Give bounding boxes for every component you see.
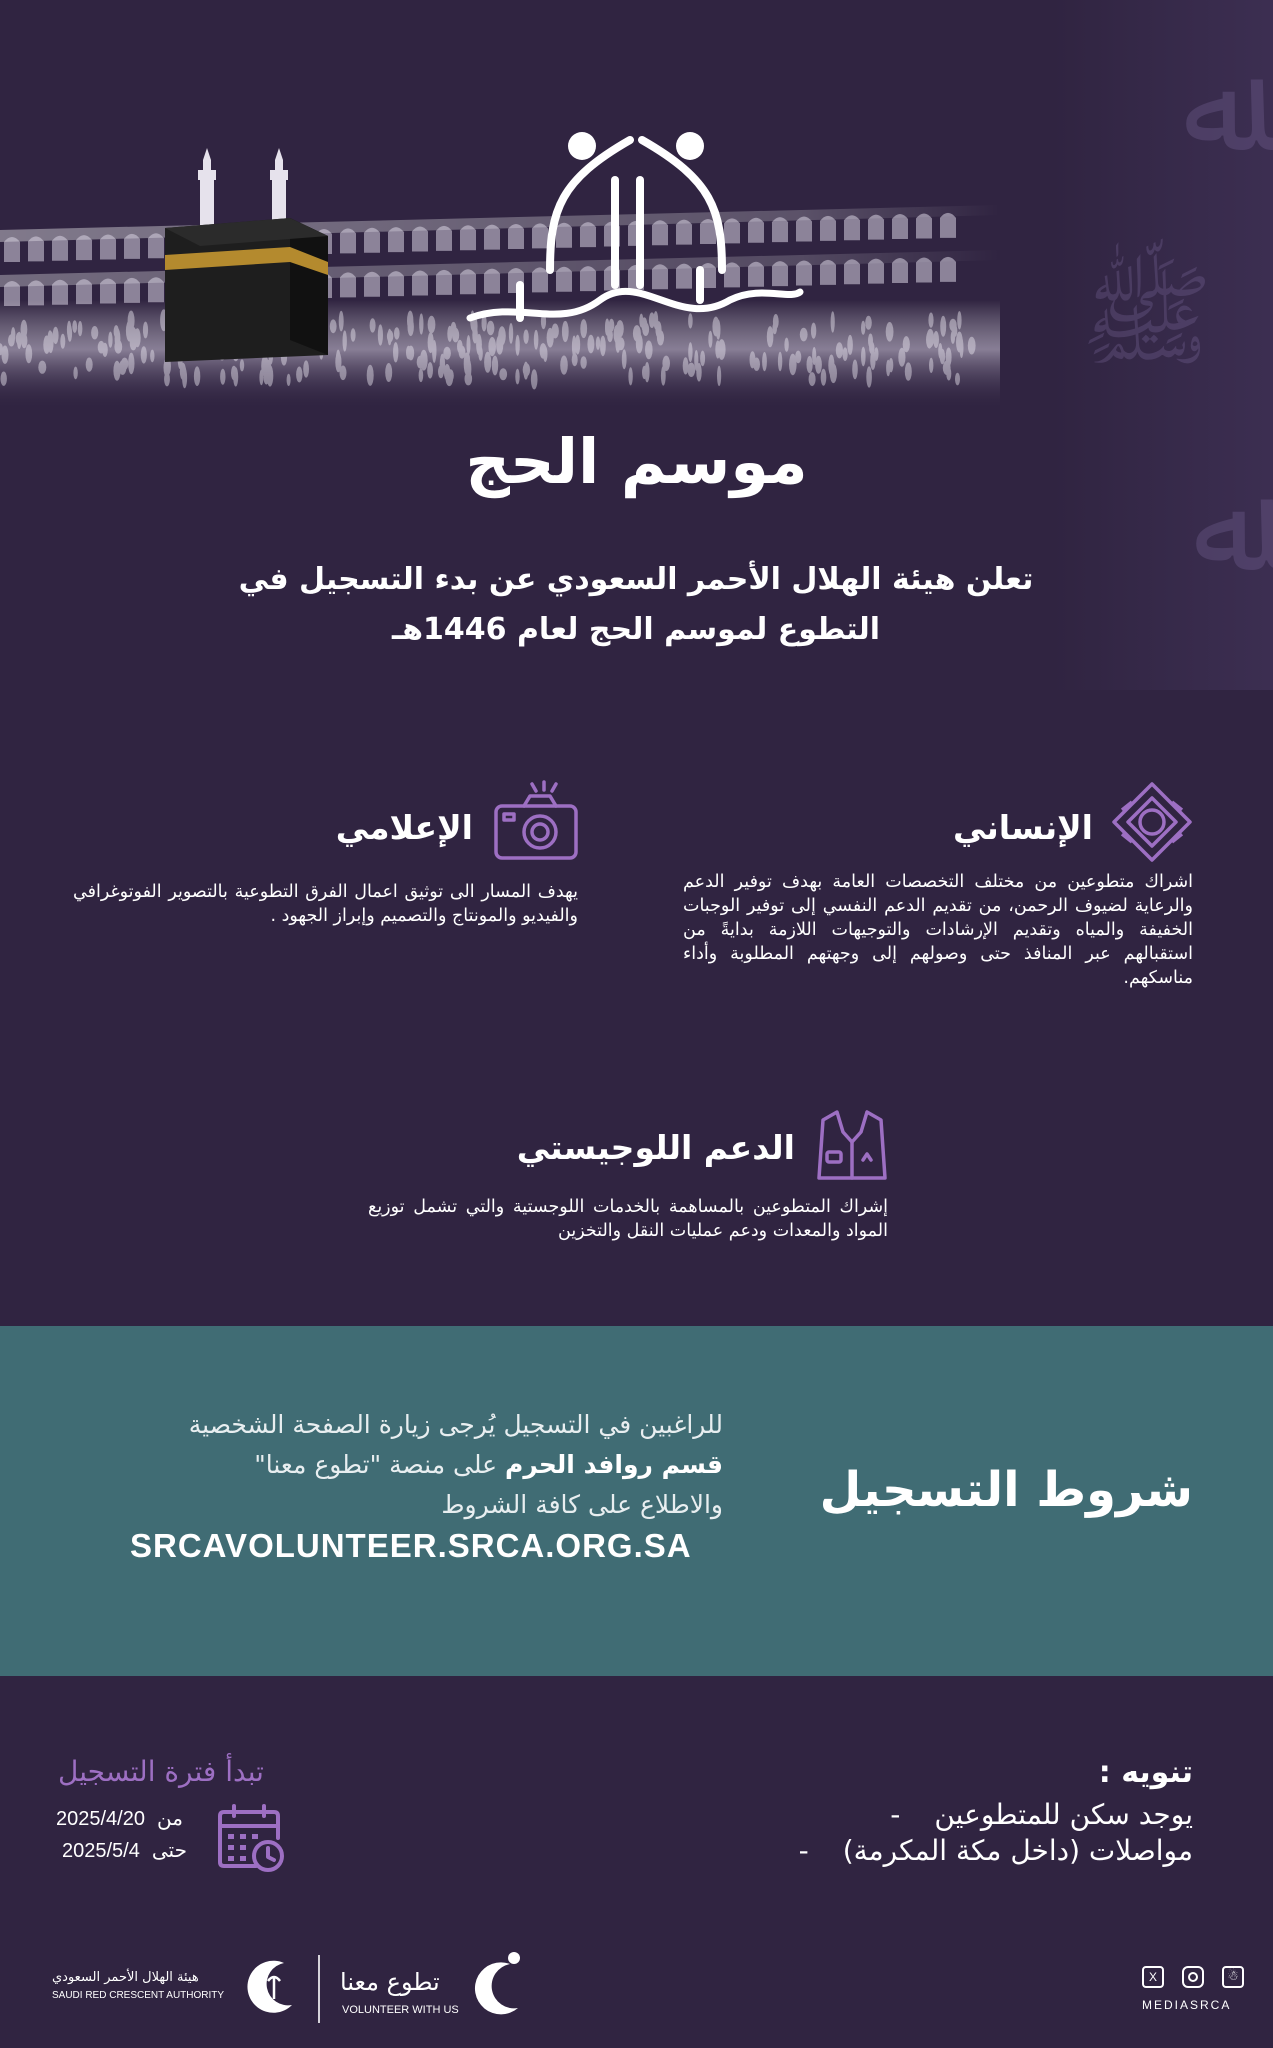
pilgrim-figure (750, 351, 756, 368)
pilgrim-figure (596, 336, 600, 349)
arch (892, 258, 908, 283)
pilgrim-figure (91, 326, 98, 339)
arch (868, 215, 884, 240)
announcement-line-2: التطوع لموسم الحج لعام 1446هـ (391, 612, 881, 647)
list-dash: - (890, 1798, 901, 1831)
pilgrim-figure (21, 333, 27, 348)
decorative-calligraphy-pattern: ﷲ ﷺ ﷲ (1053, 0, 1273, 690)
snapchat-icon[interactable]: ☃ (1222, 1966, 1244, 1988)
pilgrim-figure (287, 374, 291, 386)
pilgrim-figure (767, 326, 774, 347)
arch (916, 213, 932, 238)
pilgrim-figure (968, 337, 976, 355)
arch (892, 214, 908, 239)
calendar-clock-icon (216, 1802, 286, 1872)
volunteer-name-ar: تطوع معنا (340, 1968, 440, 1996)
pilgrim-figure (370, 318, 376, 332)
pilgrim-figure (821, 369, 827, 386)
pilgrim-figure (447, 369, 454, 382)
arch (100, 235, 116, 260)
pilgrim-figure (419, 313, 423, 334)
arch (820, 260, 836, 285)
track-title: الإعلامي (335, 808, 473, 847)
pilgrim-figure (180, 363, 186, 380)
period-title: تبدأ فترة التسجيل (58, 1755, 264, 1788)
pilgrim-figure (25, 344, 32, 363)
pilgrim-figure (946, 367, 951, 381)
arch (652, 264, 668, 289)
pilgrim-figure (113, 361, 120, 381)
arch (868, 259, 884, 284)
pilgrim-figure (452, 328, 459, 343)
arch (748, 218, 764, 243)
pilgrim-figure (417, 356, 424, 369)
pilgrim-figure (572, 353, 578, 366)
arch (796, 217, 812, 242)
pilgrim-figure (933, 331, 939, 348)
pilgrim-figure (628, 367, 632, 385)
arch (4, 237, 20, 262)
pilgrim-figure (143, 322, 148, 339)
pilgrim-figure (499, 368, 507, 380)
pilgrim-figure (534, 330, 539, 350)
pilgrim-figure (687, 363, 695, 377)
notice-item (890, 1798, 1193, 1831)
pilgrim-figure (700, 351, 705, 367)
pilgrim-figure (467, 335, 471, 355)
vest-icon (815, 1108, 889, 1182)
kaaba (165, 218, 328, 362)
pilgrim-figure (688, 313, 693, 328)
pilgrim-figure (580, 319, 587, 338)
arch (124, 234, 140, 259)
arch (652, 220, 668, 245)
hero-kaaba-illustration (0, 0, 1273, 430)
arch (580, 222, 596, 247)
arch (412, 226, 428, 251)
pilgrim-figure (378, 324, 383, 345)
pilgrim-figure (438, 365, 444, 378)
pilgrim-figure (407, 311, 413, 331)
notice-item-text: مواصلات (داخل مكة المكرمة) (842, 1834, 1193, 1867)
registration-line-3: والاطلاع على كافة الشروط (441, 1490, 723, 1519)
pilgrim-figure (387, 330, 393, 342)
pilgrim-figure (926, 331, 933, 349)
pilgrim-figure (778, 352, 782, 371)
pilgrim-figure (955, 373, 960, 386)
registration-line-2 (123, 1445, 723, 1485)
pilgrim-figure (622, 349, 627, 369)
arch (412, 270, 428, 295)
arch (820, 216, 836, 241)
pilgrim-figure (789, 354, 797, 376)
pilgrim-figure (940, 349, 945, 364)
announcement-text (236, 555, 1036, 655)
pilgrim-figure (831, 311, 835, 332)
pilgrim-figure (861, 347, 866, 367)
pilgrim-figure (126, 320, 133, 341)
pilgrim-figure (367, 365, 374, 386)
social-handle: MEDIASRCA (1142, 1998, 1232, 2012)
x-icon[interactable]: X (1142, 1966, 1164, 1988)
pilgrim-figure (72, 320, 77, 333)
pilgrim-figure (240, 359, 244, 371)
notice-item-text: يوجد سكن للمتطوعين (934, 1798, 1193, 1831)
pilgrim-figure (60, 334, 65, 349)
pilgrim-figure (343, 330, 347, 351)
pilgrim-figure (905, 362, 912, 380)
pilgrim-figure (487, 321, 495, 335)
arch (532, 223, 548, 248)
instagram-icon[interactable] (1182, 1966, 1204, 1988)
pilgrim-figure (951, 330, 955, 344)
arch (700, 219, 716, 244)
pilgrim-figure (47, 330, 52, 352)
arch (436, 226, 452, 251)
pilgrim-figure (809, 372, 816, 386)
arch (940, 257, 956, 282)
arch (364, 228, 380, 253)
pilgrim-figure (128, 353, 134, 375)
pilgrim-figure (428, 316, 436, 334)
pilgrim-figure (903, 336, 910, 352)
arch (340, 228, 356, 253)
track-title: الدعم اللوجيستي (516, 1128, 795, 1167)
pilgrim-figure (488, 337, 496, 356)
pilgrim-figure (394, 327, 400, 339)
pilgrim-figure (296, 367, 302, 383)
pilgrim-figure (847, 335, 853, 355)
pilgrim-figure (447, 326, 452, 342)
pilgrim-figure (150, 350, 154, 363)
arch (148, 277, 164, 302)
pilgrim-figure (531, 369, 538, 389)
pilgrim-figure (784, 338, 788, 352)
arch (940, 213, 956, 238)
period-to (62, 1838, 187, 1863)
arch (340, 272, 356, 297)
pilgrim-figure (642, 366, 647, 379)
pilgrim-figure (836, 342, 843, 358)
arch (508, 224, 524, 249)
pilgrim-figure (476, 334, 482, 355)
pilgrim-figure (515, 369, 519, 385)
camera-icon (492, 780, 580, 862)
footer-divider (318, 1955, 320, 2023)
arch (724, 218, 740, 243)
pilgrim-figure (811, 323, 816, 339)
pilgrim-figure (443, 347, 451, 360)
pilgrim-figure (552, 324, 559, 339)
arch (460, 269, 476, 294)
pilgrim-figure (562, 321, 569, 342)
care-hands-icon (1110, 780, 1194, 864)
pilgrim-figure (657, 330, 664, 345)
pilgrim-figure (712, 317, 719, 337)
pilgrim-figure (264, 360, 271, 378)
pilgrim-figure (86, 358, 93, 372)
pilgrim-figure (233, 367, 238, 386)
arch (460, 225, 476, 250)
pilgrim-figure (406, 346, 411, 359)
pilgrim-figure (889, 358, 894, 372)
arch (676, 264, 692, 289)
list-dash: - (798, 1834, 809, 1867)
pilgrim-figure (662, 356, 670, 371)
pilgrim-figure (683, 357, 689, 374)
pilgrim-figure (340, 366, 347, 381)
pilgrim-figure (866, 366, 872, 387)
pilgrim-figure (957, 311, 961, 329)
pilgrim-figure (540, 343, 547, 359)
pilgrim-figure (773, 314, 779, 329)
pilgrim-figure (509, 323, 513, 344)
pilgrim-figure (2, 346, 9, 364)
registration-url-link[interactable]: SRCAVOLUNTEER.SRCA.ORG.SA (130, 1527, 692, 1564)
registration-text (123, 1405, 723, 1525)
arch (556, 267, 572, 292)
arch (148, 233, 164, 258)
arch (772, 261, 788, 286)
pilgrim-figure (220, 369, 225, 385)
announcement-line-1: تعلن هيئة الهلال الأحمر السعودي عن بدء التسجيل في (238, 562, 1034, 597)
period-from (56, 1806, 183, 1831)
page-title: موسم الحج (465, 425, 808, 498)
arch (100, 279, 116, 304)
arch (844, 259, 860, 284)
arch (28, 236, 44, 261)
pilgrim-figure (465, 359, 471, 380)
arch (52, 236, 68, 261)
track-title: الإنساني (952, 808, 1093, 847)
pilgrim-figure (330, 319, 337, 333)
pilgrim-figure (492, 356, 498, 376)
arch (796, 261, 812, 286)
pilgrim-figure (78, 321, 83, 336)
pilgrim-figure (861, 321, 865, 335)
pilgrim-figure (865, 316, 872, 330)
track-description: اشراك متطوعين من مختلف التخصصات العامة بهدف توفير الدعم والرعاية لضيوف الرحمن، من تقديم الدعم النفسي إلى توفير الوجبات الخفيفة والمياه وتقديم الإرشادات والتوجيهات اللازمة بدايةً من استقبالهم عبر المنافذ حتى وصولهم إلى وجهتهم المطلوبة وأداء مناسكهم. (683, 872, 1193, 988)
pilgrim-figure (17, 332, 22, 349)
pilgrim-figure (886, 322, 894, 342)
registration-section-name: قسم روافد الحرم (505, 1450, 723, 1479)
pilgrim-figure (259, 370, 263, 386)
pilgrim-figure (339, 311, 344, 332)
volunteer-name-en: VOLUNTEER WITH US (342, 2004, 459, 2016)
period-from-date: 2025/4/20 (56, 1808, 145, 1830)
notice-item (799, 1834, 1193, 1867)
pilgrim-figure (869, 342, 874, 355)
pilgrim-figure (929, 358, 933, 373)
period-to-label: حتى (151, 1838, 187, 1862)
pilgrim-figure (121, 358, 128, 370)
track-description: يهدف المسار الى توثيق اعمال الفرق التطوعية بالتصوير الفوتوغرافي والفيديو والمونتاج والتصميم وإبراز الجهود . (73, 882, 578, 926)
arch (676, 220, 692, 245)
pilgrim-figure (708, 331, 712, 348)
pilgrim-figure (108, 332, 112, 348)
pilgrim-figure (523, 330, 528, 344)
arch (844, 215, 860, 240)
arch (556, 223, 572, 248)
pilgrim-figure (614, 325, 621, 344)
pilgrim-figure (718, 339, 726, 360)
pilgrim-figure (800, 328, 808, 342)
pilgrim-figure (852, 360, 858, 380)
period-from-label: من (156, 1806, 183, 1830)
arch (388, 271, 404, 296)
notice-title: تنويه : (1098, 1755, 1193, 1790)
pilgrim-figure (762, 352, 767, 371)
srca-name-ar: هيئة الهلال الأحمر السعودي (52, 1970, 199, 1985)
pilgrim-figure (940, 316, 946, 337)
arch (532, 267, 548, 292)
pilgrim-figure (8, 334, 15, 346)
pilgrim-figure (812, 347, 816, 365)
pilgrim-figure (587, 335, 594, 354)
pilgrim-figure (53, 327, 59, 344)
pilgrim-figure (605, 322, 609, 336)
registration-line-1: للراغبين في التسجيل يُرجى زيارة الصفحة الشخصية (188, 1410, 723, 1439)
pilgrim-figure (928, 313, 933, 328)
pilgrim-figure (645, 341, 653, 360)
arch (436, 270, 452, 295)
track-description: إشراك المتطوعين بالمساهمة بالخدمات اللوجستية والتي تشمل توزيع المواد والمعدات ودعم عمليات النقل والتخزين (368, 1197, 888, 1241)
pilgrim-figure (68, 325, 73, 342)
pilgrim-figure (419, 368, 424, 382)
pilgrim-figure (688, 342, 692, 362)
pilgrim-figure (560, 356, 568, 375)
pilgrim-figure (633, 325, 641, 342)
pilgrim-figure (385, 363, 392, 382)
arch (748, 262, 764, 287)
pilgrim-figure (1, 372, 7, 386)
pilgrim-figure (639, 314, 643, 328)
registration-platform: على منصة "تطوع معنا" (254, 1450, 506, 1479)
registration-title: شروط التسجيل (819, 1462, 1193, 1518)
pilgrim-figure (393, 342, 398, 362)
pilgrim-figure (946, 348, 952, 367)
pilgrim-figure (523, 362, 528, 380)
pilgrim-figure (114, 325, 119, 338)
pilgrim-figure (717, 366, 721, 386)
crowd-haze (0, 300, 1000, 410)
volunteer-with-us-logo (474, 1950, 530, 2016)
pilgrim-figure (141, 346, 147, 363)
pilgrim-figure (843, 347, 848, 361)
arch (124, 278, 140, 303)
pilgrim-figure (649, 312, 655, 328)
arch (484, 225, 500, 250)
arch (580, 266, 596, 291)
arch (772, 217, 788, 242)
pilgrim-figure (498, 326, 506, 345)
arch (388, 227, 404, 252)
pilgrim-figure (351, 328, 356, 342)
pilgrim-figure (73, 367, 77, 380)
period-to-date: 2025/5/4 (62, 1840, 140, 1862)
pilgrim-figure (960, 337, 964, 358)
arch (724, 262, 740, 287)
srca-name-en: SAUDI RED CRESCENT AUTHORITY (52, 1990, 225, 2001)
pilgrim-figure (303, 360, 309, 377)
arch (76, 235, 92, 260)
pilgrim-figure (515, 335, 519, 356)
pilgrim-figure (432, 343, 436, 363)
pilgrim-figure (807, 356, 813, 373)
pilgrim-figure (642, 322, 649, 336)
pilgrim-figure (600, 336, 606, 357)
arch (364, 272, 380, 297)
pilgrim-figure (580, 356, 586, 369)
pilgrim-figure (194, 366, 200, 386)
arch (484, 269, 500, 294)
pilgrim-figure (38, 361, 46, 374)
pilgrim-figure (830, 364, 837, 384)
srca-crescent-logo (244, 1955, 300, 2015)
pilgrim-figure (98, 341, 105, 354)
arch (916, 257, 932, 282)
pilgrim-figure (427, 362, 433, 378)
